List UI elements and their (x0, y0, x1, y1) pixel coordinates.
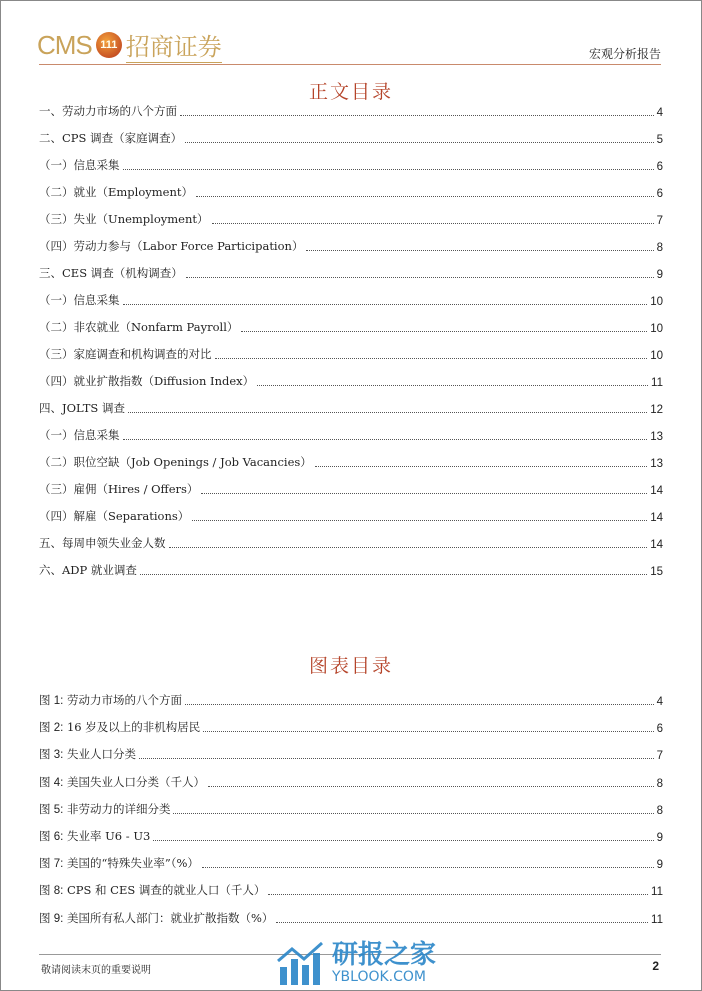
leader-dots (185, 142, 654, 143)
toc-entry-page: 5 (656, 134, 663, 146)
cms-logo (37, 27, 222, 63)
figure-page: 9 (656, 832, 663, 844)
leader-dots (173, 813, 653, 814)
toc-entry-label: （二）非农就业（Nonfarm Payroll） (39, 320, 239, 334)
leader-dots (268, 894, 648, 895)
toc-entry-label: （四）就业扩散指数（Diffusion Index） (39, 374, 255, 388)
toc-entry-label: 三、CES 调查（机构调查） (39, 266, 183, 280)
toc-entry[interactable] (39, 535, 663, 551)
toc-entry[interactable] (39, 103, 663, 119)
leader-dots (315, 466, 647, 467)
figure-page: 9 (656, 859, 663, 872)
toc-entry-page: 9 (656, 269, 663, 281)
figure-page: 6 (656, 723, 663, 736)
figure-label: 非劳动力的详细分类 (66, 801, 171, 816)
toc-entry-page: 14 (650, 485, 663, 497)
toc-entry-label: （一）信息采集 (39, 428, 120, 442)
watermark (276, 941, 436, 985)
figure-label: 劳动力市场的八个方面 (66, 693, 182, 707)
logo-badge-icon: 111 (96, 32, 122, 58)
figure-page: 11 (651, 913, 663, 926)
figure-entry[interactable] (39, 746, 663, 762)
leader-dots (241, 331, 647, 332)
toc-entry-label: （二）就业（Employment） (39, 185, 193, 199)
leader-dots (257, 385, 648, 386)
toc-entry-page: 12 (650, 404, 663, 416)
figure-number: 图 9: (39, 912, 64, 925)
figure-number: 图 4: (39, 776, 64, 789)
report-type: 宏观分析报告 (588, 47, 661, 61)
toc-entry-page: 15 (650, 566, 663, 578)
leader-dots (208, 786, 654, 787)
toc-entry[interactable] (39, 481, 663, 497)
leader-dots (169, 547, 648, 548)
figure-number: 图 2: (39, 722, 64, 735)
toc-entry-page: 6 (656, 188, 663, 200)
figure-page: 7 (656, 750, 663, 763)
figure-entry[interactable] (39, 910, 663, 926)
leader-dots (306, 250, 653, 251)
toc-entry-label: （一）信息采集 (39, 293, 120, 307)
toc-entry[interactable] (39, 184, 663, 200)
figure-entry[interactable] (39, 882, 663, 898)
figure-entry[interactable] (39, 692, 663, 708)
chart-logo-icon (276, 941, 326, 985)
leader-dots (123, 304, 648, 305)
toc-entry-label: 五、每周申领失业金人数 (39, 536, 166, 550)
toc-entry-label: （三）失业（Unemployment） (39, 212, 209, 226)
toc-entry[interactable] (39, 238, 663, 254)
leader-dots (212, 223, 654, 224)
watermark-en: YBLOOK.COM (332, 969, 427, 985)
leader-dots (153, 840, 653, 841)
figure-number: 图 6: (39, 831, 64, 843)
figure-number: 图 7: (39, 858, 64, 871)
leader-dots (276, 922, 648, 923)
figure-number: 图 3: (39, 749, 64, 762)
toc-entry-page: 4 (656, 107, 663, 119)
logo-cn: 招商证券 (126, 27, 222, 63)
toc-entry[interactable] (39, 562, 663, 578)
figure-number: 图 1: (39, 695, 64, 707)
toc-entry-label: 四、JOLTS 调查 (39, 401, 125, 415)
figure-entry[interactable] (39, 801, 663, 817)
toc-entry-page: 8 (656, 242, 663, 254)
figure-entry[interactable] (39, 828, 663, 844)
toc-entry-page: 6 (656, 161, 663, 173)
figure-entry[interactable] (39, 719, 663, 735)
figure-number: 图 5: (39, 803, 64, 816)
leader-dots (203, 731, 653, 732)
toc-entry-label: 六、ADP 就业调查 (39, 563, 137, 577)
toc-entry-label: 二、CPS 调查（家庭调查） (39, 131, 183, 145)
figure-page: 8 (656, 777, 663, 790)
leader-dots (180, 115, 654, 116)
toc-entry-label: （二）职位空缺（Job Openings / Job Vacancies） (39, 455, 312, 469)
leader-dots (123, 169, 654, 170)
figure-label: 失业人口分类 (66, 747, 136, 762)
leader-dots (215, 358, 648, 359)
figure-label: 失业率 U6 - U3 (66, 829, 151, 843)
toc-entry-label: 一、劳动力市场的八个方面 (39, 104, 177, 118)
toc-entry-label: （四）劳动力参与（Labor Force Participation） (39, 239, 304, 253)
toc-entry[interactable] (39, 292, 663, 308)
logo-text: CMS (37, 29, 92, 60)
toc-entry-page: 10 (650, 296, 663, 308)
toc-entry-label: （一）信息采集 (39, 158, 120, 172)
figure-label: CPS 和 CES 调查的就业人口（千人） (66, 883, 266, 898)
toc-entry[interactable] (39, 454, 663, 470)
toc-entry-label: （四）解雇（Separations） (39, 509, 190, 523)
leader-dots (201, 493, 647, 494)
toc-entry[interactable] (39, 319, 663, 335)
watermark-cn: 研报之家 (332, 940, 437, 970)
leader-dots (140, 574, 647, 575)
footer-note: 敬请阅读末页的重要说明 (41, 965, 151, 976)
leader-dots (123, 439, 648, 440)
figure-number: 图 8: (39, 885, 64, 898)
toc-entry[interactable] (39, 400, 663, 416)
toc-title: 正文目录 (308, 81, 393, 103)
figure-page: 4 (656, 696, 663, 708)
page-number: 2 (652, 959, 659, 973)
toc-entry[interactable] (39, 157, 663, 173)
toc-entry-page: 13 (650, 458, 663, 470)
figure-page: 8 (656, 804, 663, 817)
toc-entry-page: 13 (650, 431, 663, 443)
leader-dots (196, 196, 654, 197)
toc-entry[interactable] (39, 427, 663, 443)
leader-dots (185, 704, 654, 705)
toc-entry[interactable] (39, 265, 663, 281)
figure-label: 美国的“特殊失业率”（%） (66, 856, 199, 871)
toc-entry-page: 14 (650, 539, 663, 551)
toc-entry-page: 7 (656, 215, 663, 227)
toc-entry-label: （三）雇佣（Hires / Offers） (39, 482, 199, 496)
leader-dots (202, 867, 654, 868)
toc-entry[interactable] (39, 373, 663, 389)
toc-entry-page: 11 (651, 377, 663, 389)
toc-entry[interactable] (39, 130, 663, 146)
toc-entry[interactable] (39, 508, 663, 524)
figure-entry[interactable] (39, 855, 663, 871)
leader-dots (192, 520, 647, 521)
toc-entry-page: 10 (650, 323, 663, 335)
leader-dots (128, 412, 647, 413)
toc-entry-label: （三）家庭调查和机构调查的对比 (39, 347, 212, 361)
figure-label: 美国所有私人部门：就业扩散指数（%） (66, 910, 274, 925)
figure-label: 美国失业人口分类（千人） (66, 774, 205, 789)
toc-entry[interactable] (39, 211, 663, 227)
leader-dots (186, 277, 654, 278)
toc-entry[interactable] (39, 346, 663, 362)
figure-page: 11 (651, 886, 663, 899)
figure-entry[interactable] (39, 774, 663, 790)
toc-entry-page: 14 (650, 512, 663, 524)
figures-title: 图表目录 (308, 655, 393, 677)
figure-label: 16 岁及以上的非机构居民 (66, 720, 201, 735)
header-divider (39, 64, 661, 65)
toc-entry-page: 10 (650, 350, 663, 362)
leader-dots (139, 758, 654, 759)
